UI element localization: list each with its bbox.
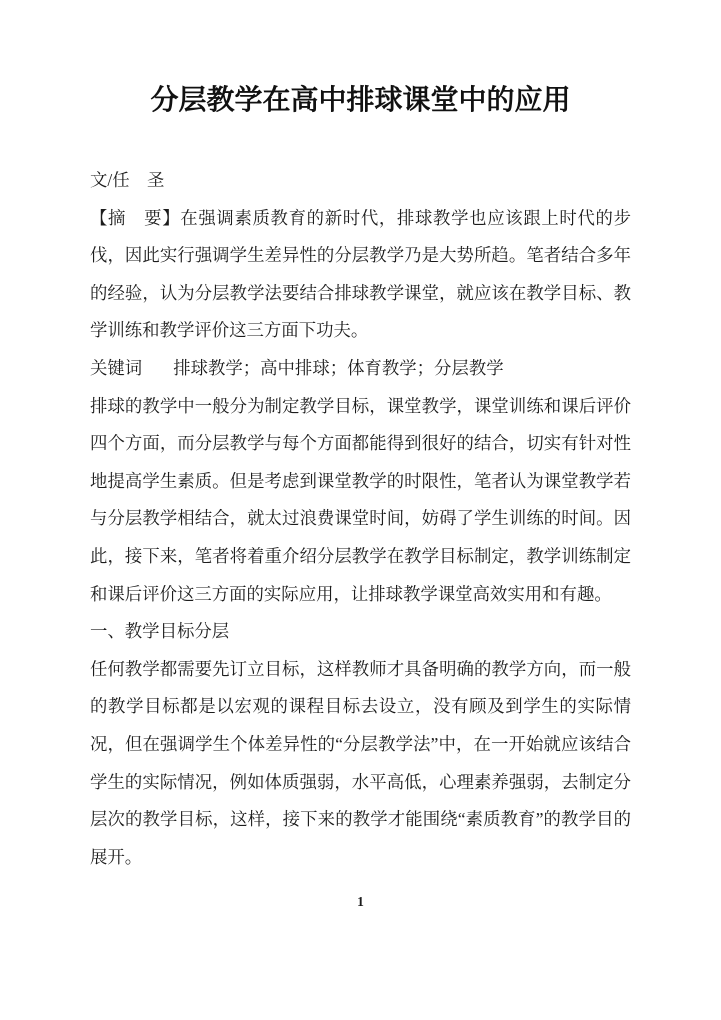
document-title: 分层教学在高中排球课堂中的应用 <box>150 85 571 116</box>
document-content <box>90 0 631 876</box>
keywords-text: 排球教学；高中排球；体育教学；分层教学 <box>173 357 504 378</box>
keywords-line <box>90 350 631 388</box>
page-number: 1 <box>357 894 364 910</box>
author-line: 文/任 圣 <box>90 170 165 190</box>
abstract-paragraph: 【摘 要】在强调素质教育的新时代，排球教学也应该跟上时代的步伐，因此实行强调学生差异性的分层教学乃是大势所趋。笔者结合多年的经验，认为分层教学法要结合排球教学课堂，就应该在教学目标、教学训练和教学评价这三方面下功夫。 <box>90 207 631 341</box>
section-paragraph: 任何教学都需要先订立目标，这样教师才具备明确的教学方向，而一般的教学目标都是以宏观的课程目标去设立，没有顾及到学生的实际情况，但在强调学生个体差异性的“分层教学法”中，在一开始就应该结合学生的实际情况，例如体质强弱，水平高低，心理素养强弱，去制定分层次的教学目标，这样，接下来的教学才能围绕“素质教育”的教学目的展开。 <box>90 658 631 867</box>
keywords-label: 关键词 <box>90 357 143 378</box>
section-heading: 一、教学目标分层 <box>90 621 230 642</box>
intro-paragraph: 排球的教学中一般分为制定教学目标，课堂教学，课堂训练和课后评价四个方面，而分层教学与每个方面都能得到很好的结合，切实有针对性地提高学生素质。但是考虑到课堂教学的时限性，笔者认为课堂教学若与分层教学相结合，就太过浪费课堂时间，妨碍了学生训练的时间。因此，接下来，笔者将着重介绍分层教学在教学目标制定，教学训练制定和课后评价这三方面的实际应用，让排球教学课堂高效实用和有趣。 <box>90 395 631 604</box>
